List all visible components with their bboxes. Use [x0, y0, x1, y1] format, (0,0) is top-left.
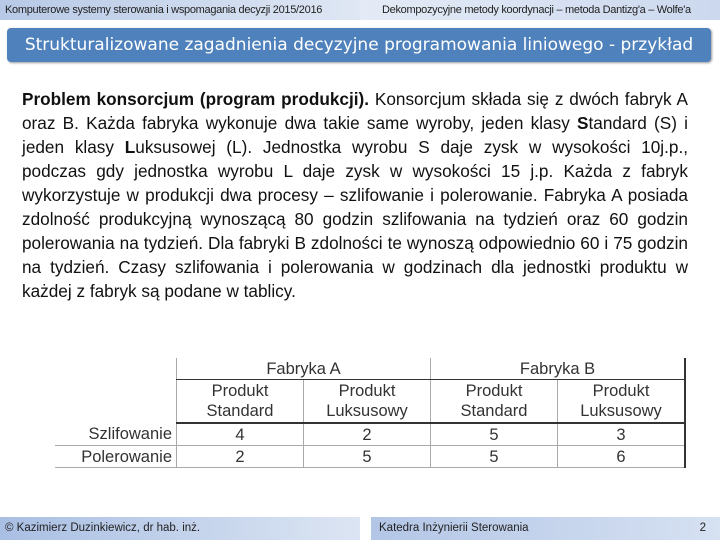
cell: 2	[177, 446, 304, 468]
problem-description	[22, 87, 688, 303]
table-row	[55, 446, 685, 468]
cell: 6	[558, 446, 686, 468]
cell: 5	[304, 446, 431, 468]
slide-title: Strukturalizowane zagadnienia decyzyjne programowania liniowego - przykład	[7, 28, 711, 62]
processing-times-table	[55, 358, 686, 468]
department-name: Katedra Inżynierii Sterowania	[379, 522, 529, 534]
product-header: Produkt Luksusowy	[558, 380, 686, 424]
product-header: Produkt Luksusowy	[304, 380, 431, 424]
factory-header: Fabryka A	[177, 358, 431, 380]
table-row	[55, 423, 685, 446]
product-header: Produkt Standard	[177, 380, 304, 424]
text: Konsorcjum składa się z dwóch fabryk A oraz B. Każda fabryka wykonuje dwa takie same wyroby, jeden klasy	[22, 89, 688, 133]
row-label: Szlifowanie	[55, 423, 177, 446]
cell: 3	[558, 423, 686, 446]
footer-department	[371, 517, 720, 540]
bold-l: L	[124, 137, 136, 157]
empty-cell	[55, 358, 177, 380]
row-label: Polerowanie	[55, 446, 177, 468]
header-topic: Dekompozycyjne metody koordynacji – metoda Dantizg'a – Wolfe'a	[360, 0, 720, 20]
text: uksusowej (L). Jednostka wyrobu S daje zysk w wysokości 10j.p., podczas gdy jednostka wyrobu L daje zysk w wysokości 15 j.p. Każda z fabryk wykorzystuje w produkcji dwa procesy – szlifowanie i polerowanie. Fabryka A posiada zdolność produkcyjną wynoszącą 80 godzin szlifowania na tydzień oraz 60 godzin polerowania na tydzień. Dla fabryki B zdolności te wynoszą odpowiednio 60 i 75 godzin na tydzień. Czasy szlifowania i polerowania w godzinach dla jednostki produktu w każdej z fabryk są podane w tablicy.	[22, 137, 688, 301]
empty-cell	[55, 380, 177, 424]
cell: 2	[304, 423, 431, 446]
cell: 4	[177, 423, 304, 446]
bold-s: S	[577, 113, 589, 133]
page-number: 2	[699, 522, 706, 534]
factory-header: Fabryka B	[431, 358, 686, 380]
product-header: Produkt Standard	[431, 380, 558, 424]
bold-intro: Problem konsorcjum (program produkcji).	[22, 89, 370, 109]
header-course: Komputerowe systemy sterowania i wspomagania decyzji 2015/2016	[0, 0, 360, 20]
cell: 5	[431, 423, 558, 446]
footer-author: © Kazimierz Duzinkiewicz, dr hab. inż.	[0, 517, 360, 540]
cell: 5	[431, 446, 558, 468]
text: tandard (S) i jeden klasy	[22, 113, 688, 157]
